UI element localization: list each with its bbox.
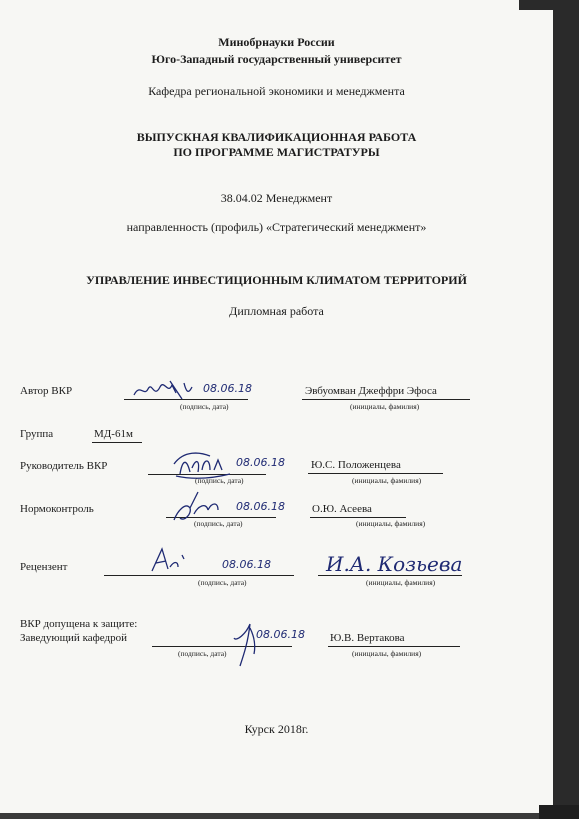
group-label: Группа xyxy=(20,428,54,440)
author-name-line xyxy=(302,399,470,400)
head-date: 08.06.18 xyxy=(256,628,305,641)
head-sig-caption: (подпись, дата) xyxy=(178,649,227,658)
head-of-department-label: Заведующий кафедрой xyxy=(20,632,127,644)
department-name: Кафедра региональной экономики и менеджмента xyxy=(148,84,405,98)
university-name: Юго-Западный государственный университет xyxy=(151,52,402,66)
normcontrol-name-caption: (инициалы, фамилия) xyxy=(356,519,426,528)
reviewer-signature xyxy=(148,545,198,580)
work-type-line2: ПО ПРОГРАММЕ МАГИСТРАТУРЫ xyxy=(173,145,380,159)
reviewer-label: Рецензент xyxy=(20,561,68,573)
normcontrol-sig-caption: (подпись, дата) xyxy=(194,519,243,528)
author-name: Эвбуомван Джеффри Эфоса xyxy=(305,385,437,397)
specialty-code: 38.04.02 Менеджмент xyxy=(220,191,333,205)
reviewer-signature-line xyxy=(104,575,294,576)
supervisor-label: Руководитель ВКР xyxy=(20,460,108,472)
reviewer-date: 08.06.18 xyxy=(222,558,271,571)
supervisor-date: 08.06.18 xyxy=(236,456,285,469)
supervisor-sig-caption: (подпись, дата) xyxy=(195,476,244,485)
head-name-line xyxy=(328,646,460,647)
head-signature xyxy=(226,614,266,675)
normcontrol-date: 08.06.18 xyxy=(236,500,285,513)
normcontrol-label: Нормоконтроль xyxy=(20,503,94,515)
reviewer-name-line xyxy=(318,575,462,576)
thesis-title: УПРАВЛЕНИЕ ИНВЕСТИЦИОННЫМ КЛИМАТОМ ТЕРРИТОРИЙ xyxy=(86,273,467,287)
group-value: МД-61м xyxy=(94,428,133,440)
city-year: Курск 2018г. xyxy=(244,722,309,736)
author-name-caption: (инициалы, фамилия) xyxy=(350,402,420,411)
reviewer-name-caption: (инициалы, фамилия) xyxy=(366,578,436,587)
head-name-caption: (инициалы, фамилия) xyxy=(352,649,422,658)
scan-edge-corner xyxy=(539,805,579,819)
normcontrol-name: О.Ю. Асеева xyxy=(312,503,372,515)
supervisor-name-caption: (инициалы, фамилия) xyxy=(352,476,422,485)
thesis-subtitle: Дипломная работа xyxy=(229,304,324,318)
profile-line: направленность (профиль) «Стратегический менеджмент» xyxy=(126,220,427,234)
reviewer-sig-caption: (подпись, дата) xyxy=(198,578,247,587)
ministry-name: Минобрнауки России xyxy=(218,35,335,49)
work-type-line1: ВЫПУСКНАЯ КВАЛИФИКАЦИОННАЯ РАБОТА xyxy=(136,130,417,144)
reviewer-name: И.А. Козьева xyxy=(326,552,463,576)
group-line xyxy=(92,442,142,443)
admission-line: ВКР допущена к защите: xyxy=(20,618,138,630)
author-date: 08.06.18 xyxy=(203,382,252,395)
normcontrol-name-line xyxy=(310,517,406,518)
head-signature-line xyxy=(152,646,292,647)
author-sig-caption: (подпись, дата) xyxy=(180,402,229,411)
author-label: Автор ВКР xyxy=(20,385,73,397)
supervisor-name-line xyxy=(308,473,443,474)
supervisor-name: Ю.С. Положенцева xyxy=(311,459,401,471)
scan-edge-bottom xyxy=(0,813,579,819)
head-name: Ю.В. Вертакова xyxy=(330,632,405,644)
scan-edge-right xyxy=(553,8,579,819)
